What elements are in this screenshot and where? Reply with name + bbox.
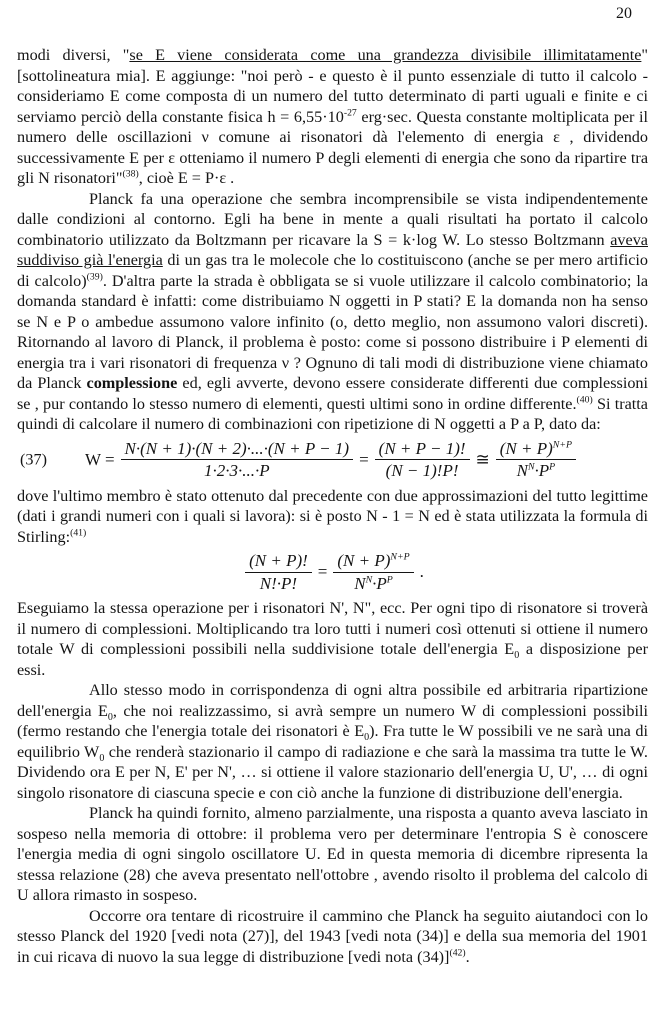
superscript-text: N <box>365 573 373 585</box>
fraction-denominator <box>333 573 413 594</box>
text-run: Allo stesso modo in corrispondenza di ogni altra possibile ed arbitraria ripartizione dell'energia E <box>17 681 648 720</box>
text-run: ). Fra tutte le W possibili ve ne sarà una di equilibrio W <box>17 722 648 761</box>
fraction-numerator <box>121 439 354 461</box>
text-run: che renderà stazionario il campo di radiazione e che sarà la massima tra tutte le W. Dividendo ora E per N, E' per N', … si ottiene il valore stazionario dell'energia U, U', … di ogni singolo risonatore di ciascuna specie e con ciò anche la funzione di distribuzione dell'energia. <box>17 742 648 802</box>
superscript-text: N+P <box>552 438 573 450</box>
subscript-text: 0 <box>107 711 113 723</box>
equation-operator <box>318 562 328 582</box>
text-run: . <box>465 947 470 966</box>
text-run: modi diversi, " <box>17 46 130 64</box>
superscript-text: (40) <box>576 394 593 406</box>
fraction-denominator <box>496 460 576 481</box>
equation-operator <box>476 450 490 470</box>
bold-text: complessione <box>86 374 178 392</box>
text-run: (N + P) <box>499 438 553 458</box>
superscript-text: -27 <box>343 107 357 119</box>
text-run: (N + P − 1)! <box>378 438 466 458</box>
equation-operator <box>85 450 115 470</box>
superscript-text: (38) <box>122 168 139 180</box>
text-run: (N − 1)!P! <box>385 461 459 481</box>
fraction-numerator <box>245 551 312 573</box>
page-number: 20 <box>616 5 632 22</box>
fraction <box>333 551 413 593</box>
text-run: (N + P) <box>337 551 391 571</box>
text-run: Si tratta quindi di calcolare il numero di combinazioni con ripetizione di N oggetti a P a P, dato da: <box>17 394 648 433</box>
text-run: 1·2·3·...·P <box>203 461 270 481</box>
subscript-text: 0 <box>99 752 105 764</box>
text-run: ·P <box>372 573 387 593</box>
fraction-denominator <box>121 460 354 481</box>
fraction-numerator <box>496 439 576 461</box>
text-run: dove l'ultimo membro è stato ottenuto dal precedente con due approssimazioni del tutto legittime (dati i grandi numeri con i quali si lavora): si è posto N - 1 = N ed è stata utilizzata la formula di Stirling: <box>17 486 648 546</box>
text-run: N <box>354 573 366 593</box>
fraction <box>121 439 354 481</box>
text-run: = <box>317 562 328 582</box>
text-run: , che noi realizzassimo, si avrà sempre un numero W di complessioni possibili (fermo restando che l'energia totale dei risonatori è E <box>17 701 648 741</box>
text-run: N <box>516 461 528 481</box>
equation-operator <box>420 562 424 582</box>
fraction <box>375 439 470 481</box>
paragraph <box>17 906 648 968</box>
superscript-text: N <box>527 461 535 473</box>
text-run: di un gas tra le molecole che lo costituiscono (anche se per mero artificio di calcolo) <box>17 251 649 290</box>
paragraph <box>17 803 648 906</box>
text-run: , cioè E = P·ε . <box>138 169 235 187</box>
text-run: = <box>359 449 369 469</box>
text-run: a disposizione per essi. <box>17 640 648 679</box>
superscript-text: (41) <box>70 527 87 539</box>
equation-label: (37) <box>20 450 47 469</box>
text-run: Eseguiamo la stessa operazione per i risonatori N', N", ecc. Per ogni tipo di risonatore si troverà il numero di complessioni. Moltiplicando tra loro tutti i numeri così ottenuti si ottiene il numero totale W di complessioni possibili nella suddivisione totale dell'energia E <box>17 599 648 659</box>
text-run: ed, egli avverte, devono essere considerate differenti due complessioni se , pur contando lo stesso numero di elementi, questi ultimi sono in ordine differente. <box>17 374 649 413</box>
text-run: N·(N + 1)·(N + 2)·...·(N + P − 1) <box>124 438 350 458</box>
text-run: erg·sec. Questa constante moltiplicata per il numero delle oscillazioni ν comune ai risonatori dà l'elemento di energia ε , dividendo successivamente E per ε otteniamo il numero P degli elementi di energia che sono da ripartire tra gli N risonatori" <box>17 107 648 187</box>
superscript-text: (39) <box>86 271 103 283</box>
text-run: (N + P)! <box>249 551 308 571</box>
text-run: . <box>419 562 424 582</box>
document-body <box>17 45 648 967</box>
text-run: ≅ <box>475 449 490 469</box>
text-run: " [sottolineatura mia]. E aggiunge: "noi però - e questo è il punto essenziale di tutto il calcolo - consideriamo E come composta di un numero del tutto determinato di parti uguali e finite e ci serviamo perciò della constante fisica h = 6,55·10 <box>17 46 648 126</box>
subscript-text: 0 <box>364 732 370 744</box>
equation-stirling <box>17 551 648 593</box>
fraction <box>496 439 576 481</box>
fraction-numerator <box>375 439 470 461</box>
superscript-text: P <box>386 573 393 585</box>
fraction-denominator <box>375 460 470 481</box>
text-run: W = <box>84 449 115 469</box>
text-run: . D'altra parte la strada è obbligata se si vuole utilizzare il calcolo combinatorio; la domanda standard è infatti: come distribuiamo N oggetti in P stati? E la domanda non ha senso se N e P o ambedue assumono valore infinito (o, detto meglio, non assumono valori discreti). Ritornando al lavoro di Planck, il problema è posto: come si possono distribuire i P elementi di energia tra i vari risonatori di frequenza ν ? Ognuno di tali modi di distribuzione viene chiamato da Planck <box>17 271 649 392</box>
equation-operator <box>359 450 369 470</box>
text-run: ·P <box>534 461 550 481</box>
text-run: N!·P! <box>259 573 298 593</box>
text-run: Planck ha quindi fornito, almeno parzialmente, una risposta a quanto aveva lasciato in sospeso nella memoria di ottobre: il problema vero per determinare l'entropia S è conoscere l'energia media di ogni singolo oscillatore U. Ed in questa memoria di dicembre ripresenta la stessa relazione (28) che aveva presentato nell'ottobre , avendo risolto il problema del calcolo di U allora rimasto in sospeso. <box>17 804 648 905</box>
paragraph <box>17 486 648 548</box>
paragraph <box>17 598 648 680</box>
superscript-text: (42) <box>449 947 466 959</box>
superscript-text: P <box>549 461 556 473</box>
text-run: Occorre ora tentare di ricostruire il cammino che Planck ha seguito aiutandoci con lo stesso Planck del 1920 [vedi nota (27)], del 1943 [vedi nota (34)] e della sua memoria del 1901 in cui ricava di nuovo la sua legge di distribuzione [vedi nota (34)] <box>17 906 648 966</box>
fraction-denominator <box>245 573 312 594</box>
paragraph <box>17 680 648 803</box>
subscript-text: 0 <box>514 650 520 662</box>
paragraph <box>17 189 648 435</box>
superscript-text: N+P <box>390 551 410 563</box>
equation-37 <box>17 439 648 481</box>
fraction-numerator <box>333 551 413 573</box>
underlined-text: aveva suddiviso già l'energia <box>17 230 648 269</box>
text-run: Planck fa una operazione che sembra incomprensibile se vista indipendentemente dalle condizioni al contorno. Egli ha bene in mente a quali risultati ha portato il calcolo combinatorio utilizzato da Boltzmann per ricavare la S = k·log W. Lo stesso Boltzmann <box>17 189 648 249</box>
fraction <box>245 551 312 593</box>
paragraph <box>17 45 648 189</box>
underlined-text: se E viene considerata come una grandezza divisibile illimitatamente <box>129 46 642 64</box>
